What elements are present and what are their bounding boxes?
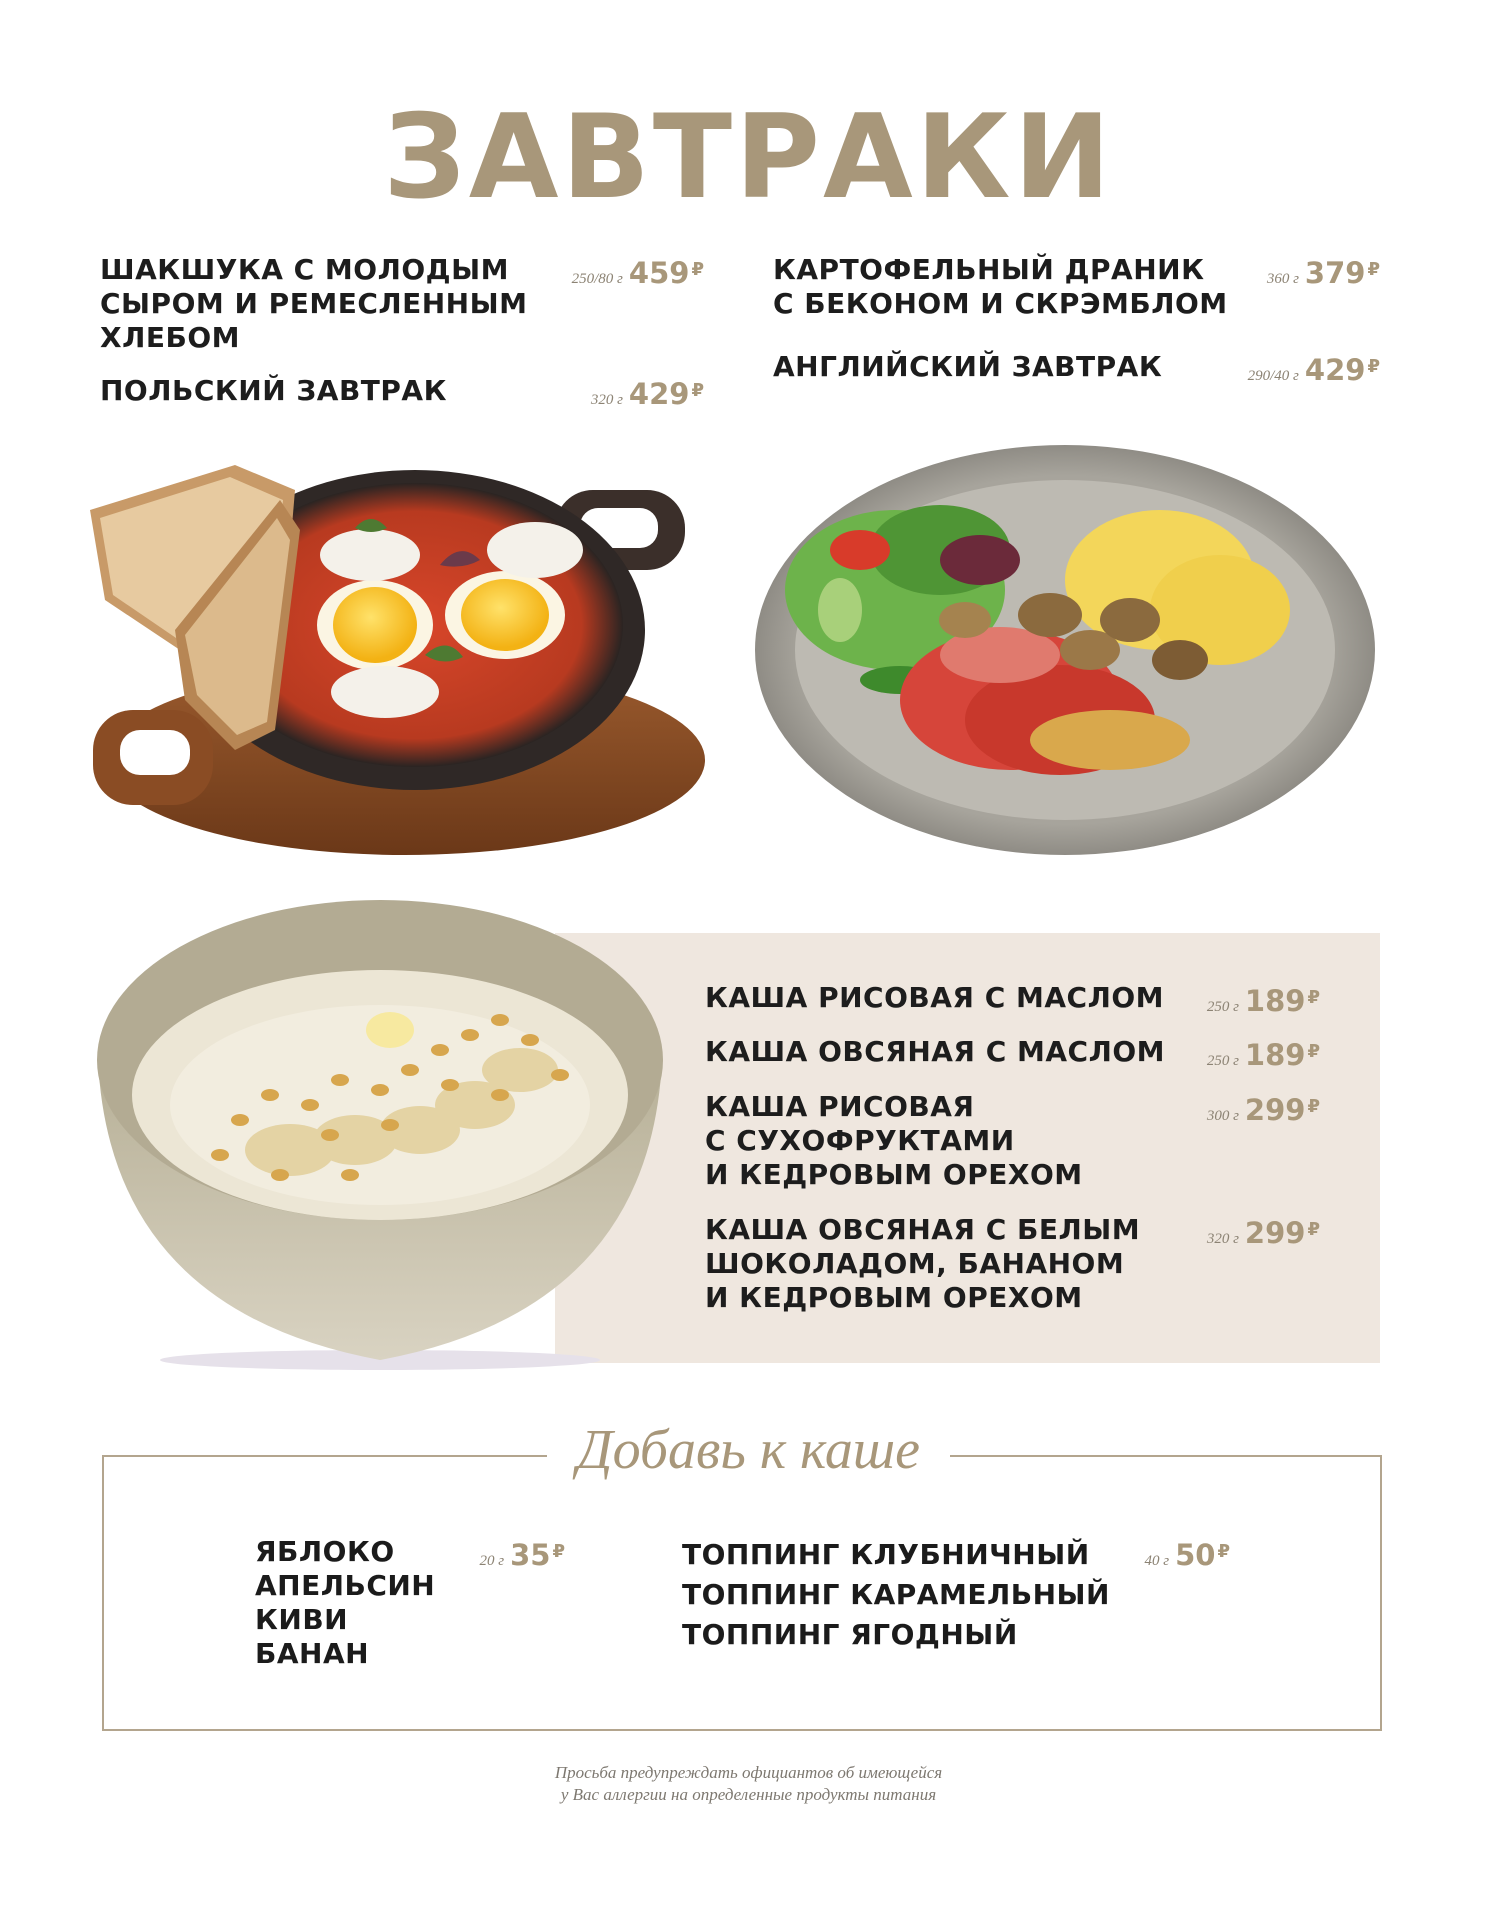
price-value: 429: [628, 377, 690, 411]
price-value: 35: [510, 1538, 551, 1572]
price-value: 189: [1244, 1038, 1306, 1072]
page-title: ЗАВТРАКИ: [383, 90, 1114, 225]
currency-icon: ₽: [691, 380, 704, 401]
dish-name-rice-dried-fruit: КАША РИСОВАЯ С СУХОФРУКТАМИ И КЕДРОВЫМ ОРЕХОМ: [705, 1090, 1083, 1191]
currency-icon: ₽: [1307, 1219, 1320, 1240]
shakshuka-photo: [85, 430, 705, 870]
topping-item: ТОППИНГ ЯГОДНЫЙ: [682, 1618, 1018, 1651]
currency-icon: ₽: [1367, 356, 1380, 377]
topping-item: ТОППИНГ КЛУБНИЧНЫЙ: [682, 1538, 1090, 1571]
currency-icon: ₽: [1307, 1041, 1320, 1062]
addons-title-wrap: [0, 1418, 1497, 1482]
currency-icon: ₽: [1367, 259, 1380, 280]
currency-icon: ₽: [1217, 1541, 1230, 1562]
fruit-item: КИВИ: [255, 1603, 349, 1636]
dish-weight: 300 г: [1206, 1108, 1239, 1124]
dish-weight: 250/80 г: [571, 271, 623, 287]
dish-weight: 250 г: [1206, 999, 1239, 1015]
dish-name-english: АНГЛИЙСКИЙ ЗАВТРАК: [773, 350, 1163, 383]
price-value: 299: [1244, 1216, 1306, 1250]
addon-weight: 40 г: [1144, 1553, 1170, 1569]
topping-price: [1060, 1535, 1230, 1578]
dish-price-polish: [500, 374, 704, 417]
dish-price-english: [1180, 350, 1380, 393]
price-value: 379: [1304, 256, 1366, 290]
currency-icon: ₽: [552, 1541, 565, 1562]
topping-list: [682, 1535, 1110, 1655]
price-value: 299: [1244, 1093, 1306, 1127]
currency-icon: ₽: [1307, 1096, 1320, 1117]
currency-icon: ₽: [1307, 987, 1320, 1008]
dish-price-oat-porridge: [1120, 1035, 1320, 1078]
dish-weight: 290/40 г: [1247, 368, 1299, 384]
dish-weight: 360 г: [1266, 271, 1299, 287]
dish-name-draniki: КАРТОФЕЛЬНЫЙ ДРАНИК С БЕКОНОМ И СКРЭМБЛОМ: [773, 253, 1228, 320]
fruit-item: ЯБЛОКО: [255, 1535, 395, 1568]
dish-name-rice-porridge: КАША РИСОВАЯ С МАСЛОМ: [705, 981, 1164, 1014]
fruit-price: [400, 1535, 565, 1578]
topping-item: ТОППИНГ КАРАМЕЛЬНЫЙ: [682, 1578, 1110, 1611]
dish-price-rice-porridge: [1120, 981, 1320, 1024]
price-value: 459: [628, 256, 690, 290]
breakfast-plate-photo: [750, 440, 1380, 860]
dish-weight: 320 г: [590, 392, 623, 408]
price-value: 429: [1304, 353, 1366, 387]
fruit-item: БАНАН: [255, 1637, 370, 1670]
dish-name-polish: ПОЛЬСКИЙ ЗАВТРАК: [100, 374, 447, 407]
fruit-item: АПЕЛЬСИН: [255, 1569, 436, 1602]
dish-name-oat-chocolate: КАША ОВСЯНАЯ С БЕЛЫМ ШОКОЛАДОМ, БАНАНОМ И КЕДРОВЫМ ОРЕХОМ: [705, 1213, 1141, 1314]
price-value: 189: [1244, 984, 1306, 1018]
porridge-bowl-photo: [90, 890, 670, 1370]
dish-price-shakshuka: [500, 253, 704, 296]
dish-weight: 320 г: [1206, 1231, 1239, 1247]
dish-name-oat-porridge: КАША ОВСЯНАЯ С МАСЛОМ: [705, 1035, 1166, 1068]
price-value: 50: [1175, 1538, 1216, 1572]
dish-name-shakshuka: ШАКШУКА С МОЛОДЫМ СЫРОМ И РЕМЕСЛЕННЫМ ХЛЕБОМ: [100, 253, 528, 354]
allergy-note-line1: Просьба предупреждать официантов об имеющейся: [554, 1763, 943, 1782]
dish-price-oat-chocolate: [1120, 1213, 1320, 1256]
allergy-note-line2: у Вас аллергии на определенные продукты питания: [560, 1785, 937, 1804]
addons-title: Добавь к каше: [547, 1418, 950, 1482]
allergy-note: [0, 1762, 1497, 1806]
dish-price-draniki: [1180, 253, 1380, 296]
dish-weight: 250 г: [1206, 1053, 1239, 1069]
dish-price-rice-dried-fruit: [1120, 1090, 1320, 1133]
addon-weight: 20 г: [479, 1553, 505, 1569]
currency-icon: ₽: [691, 259, 704, 280]
